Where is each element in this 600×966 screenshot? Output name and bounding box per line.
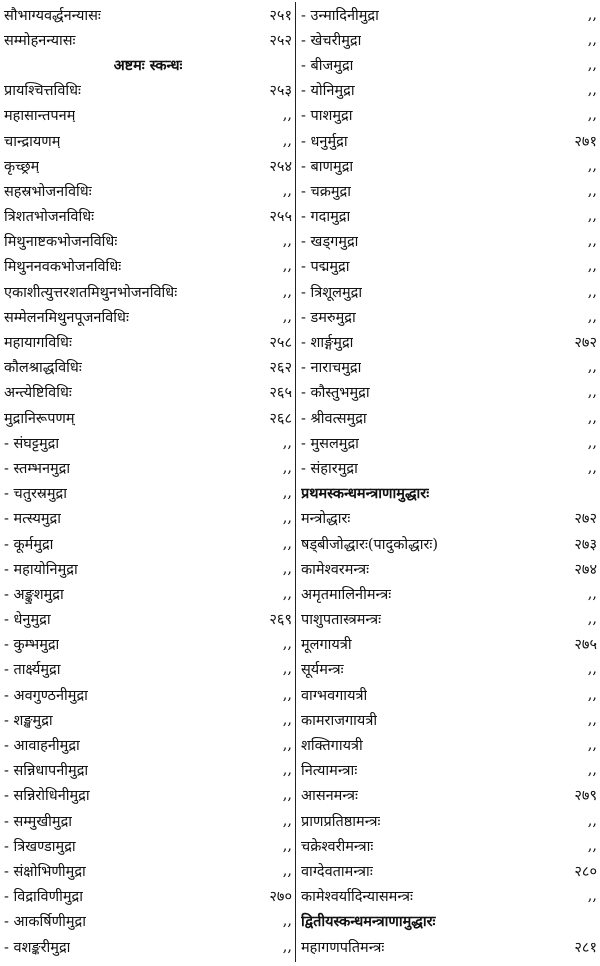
toc-entry [301,355,597,380]
toc-entry [4,833,292,858]
toc-entry-title: - शार्ङ्गमुद्रा [301,335,354,352]
toc-entry [4,405,292,430]
toc-entry [4,783,292,808]
section-heading-text: प्रथमस्कन्धमन्त्राणामुद्धारः [301,485,430,503]
toc-entry-title: महायागविधिः [4,335,72,352]
toc-entry-page: ,, [282,837,292,854]
section-heading [4,52,292,77]
toc-entry-page: २७२ [574,511,597,528]
toc-entry-title: - स्तम्भनमुद्रा [4,460,71,477]
toc-entry [4,455,292,480]
toc-entry-page: ,, [587,107,597,124]
toc-entry-title: - धेनुमुद्रा [4,612,51,629]
toc-entry-page: ,, [282,938,292,955]
toc-entry [301,405,597,430]
toc-entry [4,657,292,682]
toc-entry-title: कौलश्राद्धविधिः [4,360,82,377]
toc-entry [301,103,597,128]
toc-entry-page: ,, [282,737,292,754]
toc-entry-page: ,, [282,510,292,527]
toc-entry-title: - पाशमुद्रा [301,108,353,125]
toc-entry-page: ,, [282,308,292,325]
toc-entry-title: प्राणप्रतिष्ठामन्त्रः [301,813,381,830]
toc-entry [301,329,597,354]
toc-entry-page: २७५ [574,637,597,654]
toc-entry-title: मिथुनाष्टकभोजनविधिः [4,234,118,251]
toc-entry [301,707,597,732]
toc-entry [4,909,292,934]
toc-entry [301,607,597,632]
toc-entry-title: - बाणमुद्रा [301,158,354,175]
toc-entry-page: ,, [282,485,292,502]
toc-entry-page: २७४ [574,561,597,578]
toc-entry-page: ,, [587,182,597,199]
toc-entry-page: ,, [587,233,597,250]
toc-entry-title: षड्बीजोद्धारः(पादुकोद्धारः) [301,536,438,553]
toc-entry-page: २७० [269,889,292,906]
toc-entry [4,128,292,153]
toc-entry-title: - मत्स्यमुद्रा [4,511,61,528]
toc-entry-title: सम्मोहनन्यासः [4,32,76,49]
toc-entry [301,204,597,229]
toc-entry-page: ,, [587,611,597,628]
toc-entry [4,204,292,229]
column-divider [295,2,296,962]
toc-entry [301,858,597,883]
toc-entry-title: - संक्षोभिणीमुद्रा [4,863,86,880]
toc-entry [4,682,292,707]
toc-entry-page: ,, [282,107,292,124]
toc-entry [4,707,292,732]
toc-entry [301,52,597,77]
toc-entry-page: ,, [282,913,292,930]
toc-entry-title: - संहारमुद्रा [301,460,358,477]
toc-entry [301,531,597,556]
toc-entry-page: ,, [587,31,597,48]
toc-entry-title: - मुसलमुद्रा [301,435,359,452]
toc-entry-page: ,, [282,812,292,829]
section-heading [301,481,597,506]
toc-entry [301,934,597,959]
toc-entry-page: २६२ [269,360,292,377]
toc-entry-title: - सम्मुखीमुद्रा [4,813,73,830]
toc-entry-page: ,, [282,560,292,577]
toc-entry-title: - संघट्टमुद्रा [4,435,60,452]
toc-entry-title: - शङ्खमुद्रा [4,712,53,729]
toc-entry-title: चक्रेश्वरीमन्त्राः [301,838,374,855]
toc-entry-title: सूर्यमन्त्रः [301,662,344,679]
toc-entry [4,254,292,279]
toc-entry [301,884,597,909]
toc-entry-page: २६८ [269,410,292,427]
toc-entry-page: ,, [282,636,292,653]
toc-entry-page: २७२ [574,335,597,352]
toc-entry-page: ,, [282,686,292,703]
toc-entry [4,732,292,757]
toc-entry-title: वाग्भवगायत्री [301,687,368,704]
toc-entry [4,78,292,103]
toc-entry-title: - त्रिशूलमुद्रा [301,284,363,301]
toc-entry-title: - वशङ्करीमुद्रा [4,939,71,956]
toc-entry-title: - तार्क्ष्यमुद्रा [4,662,61,679]
toc-entry [301,27,597,52]
toc-entry [301,632,597,657]
toc-entry-title: - सन्निधापनीमुद्रा [4,763,89,780]
toc-entry-title: - सन्निरोधिनीमुद्रा [4,788,90,805]
toc-entry-title: आसनमन्त्रः [301,788,358,805]
toc-entry [301,581,597,606]
toc-entry [301,808,597,833]
toc-entry-title: - योनिमुद्रा [301,83,355,100]
toc-entry-page: ,, [587,283,597,300]
toc-entry-page: ,, [282,585,292,602]
toc-entry-page: २५२ [269,32,292,49]
toc-entry-page: ,, [587,686,597,703]
toc-entry-page: ,, [587,82,597,99]
toc-entry [301,758,597,783]
toc-entry [4,581,292,606]
toc-entry-page: ,, [282,711,292,728]
toc-entry-page: ,, [587,208,597,225]
toc-entry [301,254,597,279]
toc-entry-title: - अङ्कुशमुद्रा [4,586,64,603]
toc-entry [4,934,292,959]
toc-entry-page: ,, [282,233,292,250]
toc-entry-page: ,, [587,888,597,905]
toc-entry-title: कृच्छ्रम् [4,158,40,175]
toc-entry [301,128,597,153]
section-heading [301,909,597,934]
toc-entry [4,355,292,380]
toc-entry [4,304,292,329]
toc-entry [4,178,292,203]
toc-entry [4,632,292,657]
toc-entry-page: ,, [587,812,597,829]
toc-entry [4,229,292,254]
toc-entry [301,783,597,808]
toc-entry [301,430,597,455]
toc-entry-page: ,, [587,359,597,376]
toc-entry-title: - चक्रमुद्रा [301,183,351,200]
toc-entry-page: ,, [282,661,292,678]
toc-entry-page: ,, [587,434,597,451]
toc-entry [301,229,597,254]
toc-entry-title: - कुम्भमुद्रा [4,637,60,654]
toc-entry-title: - कूर्ममुद्रा [4,536,54,553]
toc-entry-page: २७३ [574,536,597,553]
toc-entry-title: नित्यामन्त्राः [301,763,358,780]
toc-entry-page: ,, [282,787,292,804]
toc-entry-title: अन्त्येष्टिविधिः [4,385,72,402]
toc-entry-title: कामेश्वर्यादिन्यासमन्त्रः [301,889,413,906]
toc-entry-page: २८१ [574,939,597,956]
toc-entry-page: ,, [587,737,597,754]
toc-entry-title: सम्मेलनमिथुनपूजनविधिः [4,309,129,326]
toc-entry-title: - अवगुण्ठनीमुद्रा [4,687,88,704]
toc-entry-page: २८० [574,863,597,880]
toc-entry [4,430,292,455]
toc-entry-title: मूलगायत्री [301,637,352,654]
toc-entry-title: सौभाग्यवर्द्धनन्यासः [4,7,101,24]
toc-entry [4,506,292,531]
toc-entry-page: ,, [587,661,597,678]
toc-entry [301,2,597,27]
toc-entry-page: २६५ [269,385,292,402]
toc-entry [4,884,292,909]
toc-entry-title: एकाशीत्युत्तरशतमिथुनभोजनविधिः [4,284,178,301]
toc-entry-title: - धनुर्मुद्रा [301,133,348,150]
toc-entry-page: २५३ [269,83,292,100]
section-heading-text: अष्टमः स्कन्धः [113,56,183,74]
toc-entry-title: - उन्मादिनीमुद्रा [301,7,379,24]
toc-entry [301,506,597,531]
toc-entry-page: ,, [282,535,292,552]
toc-entry-title: कामेश्वरमन्त्रः [301,561,370,578]
toc-entry-title: - बीजमुद्रा [301,57,354,74]
toc-entry [4,556,292,581]
toc-entry [301,78,597,103]
toc-entry-page: ,, [587,711,597,728]
toc-entry-title: महासान्तपनम् [4,108,76,125]
toc-entry-title: - पद्ममुद्रा [301,259,350,276]
toc-entry-title: - खेचरीमुद्रा [301,32,362,49]
toc-entry-page: ,, [587,384,597,401]
toc-entry-page: ,, [587,308,597,325]
toc-entry-title: - त्रिखण्डामुद्रा [4,838,76,855]
toc-entry-page: २६९ [269,612,292,629]
toc-entry [301,556,597,581]
toc-entry [4,279,292,304]
toc-entry-title: सहस्रभोजनविधिः [4,183,92,200]
toc-entry-page: ,, [282,762,292,779]
toc-entry-title: - कौस्तुभमुद्रा [301,385,370,402]
toc-entry-title: महागणपतिमन्त्रः [301,939,385,956]
toc-entry-title: मुद्रानिरूपणम् [4,410,75,427]
toc-entry-title: - नाराचमुद्रा [301,360,362,377]
toc-entry-page: ,, [587,56,597,73]
toc-entry [301,833,597,858]
toc-entry-title: पाशुपतास्त्रमन्त्रः [301,612,382,629]
toc-entry-page: ,, [282,258,292,275]
toc-entry [4,27,292,52]
toc-entry [301,455,597,480]
toc-entry-page: ,, [282,862,292,879]
toc-entry-title: चान्द्रायणम् [4,133,61,150]
toc-entry [4,153,292,178]
toc-entry-page: ,, [282,182,292,199]
toc-entry-title: मिथुननवकभोजनविधिः [4,259,122,276]
toc-entry [301,304,597,329]
toc-entry-page: ,, [587,6,597,23]
toc-entry [4,103,292,128]
toc-entry-page: ,, [282,434,292,451]
toc-entry-page: ,, [587,762,597,779]
toc-entry-page: ,, [587,837,597,854]
toc-entry [301,178,597,203]
toc-entry-title: कामराजगायत्री [301,712,378,729]
toc-entry-page: २५५ [269,209,292,226]
toc-entry-page: ,, [282,132,292,149]
toc-entry-page: २५४ [269,158,292,175]
toc-entry [4,531,292,556]
toc-entry [301,732,597,757]
toc-entry [4,481,292,506]
toc-entry-title: - खड्गमुद्रा [301,234,359,251]
right-column [301,2,597,959]
toc-entry [301,153,597,178]
toc-entry-title: - महायोनिमुद्रा [4,561,78,578]
toc-entry-page: ,, [282,283,292,300]
toc-entry [4,2,292,27]
toc-entry-title: - गदामुद्रा [301,209,351,226]
toc-entry-title: अमृतमालिनीमन्त्रः [301,586,392,603]
toc-entry [301,380,597,405]
toc-entry-title: - आवाहनीमुद्रा [4,738,80,755]
toc-entry [4,380,292,405]
toc-entry [301,682,597,707]
toc-entry-title: त्रिशतभोजनविधिः [4,209,95,226]
toc-entry-title: - विद्राविणीमुद्रा [4,889,83,906]
toc-entry [301,657,597,682]
toc-entry [4,607,292,632]
toc-entry-title: - आकर्षिणीमुद्रा [4,914,86,931]
toc-entry-page: ,, [587,157,597,174]
toc-entry-page: ,, [587,258,597,275]
toc-entry-page: २७९ [574,788,597,805]
toc-entry-page: ,, [587,459,597,476]
toc-entry-page: ,, [282,459,292,476]
toc-entry-title: - श्रीवत्समुद्रा [301,410,367,427]
toc-entry [4,808,292,833]
toc-entry-title: मन्त्रोद्धारः [301,511,351,528]
toc-entry-title: - डमरुमुद्रा [301,309,356,326]
toc-entry-title: प्रायश्चित्तविधिः [4,83,81,100]
left-column [4,2,292,959]
toc-entry-title: शक्तिगायत्री [301,738,363,755]
toc-entry [4,329,292,354]
toc-entry [4,858,292,883]
toc-entry-page: २५८ [269,335,292,352]
toc-entry-page: ,, [587,585,597,602]
toc-entry-page: ,, [587,409,597,426]
toc-entry-page: २७१ [574,133,597,150]
toc-entry [301,279,597,304]
section-heading-text: द्वितीयस्कन्धमन्त्राणामुद्धारः [301,913,436,931]
toc-entry [4,758,292,783]
toc-entry-page: २५१ [269,7,292,24]
toc-entry-title: वाग्देवतामन्त्राः [301,863,373,880]
toc-entry-title: - चतुरस्रमुद्रा [4,486,67,503]
